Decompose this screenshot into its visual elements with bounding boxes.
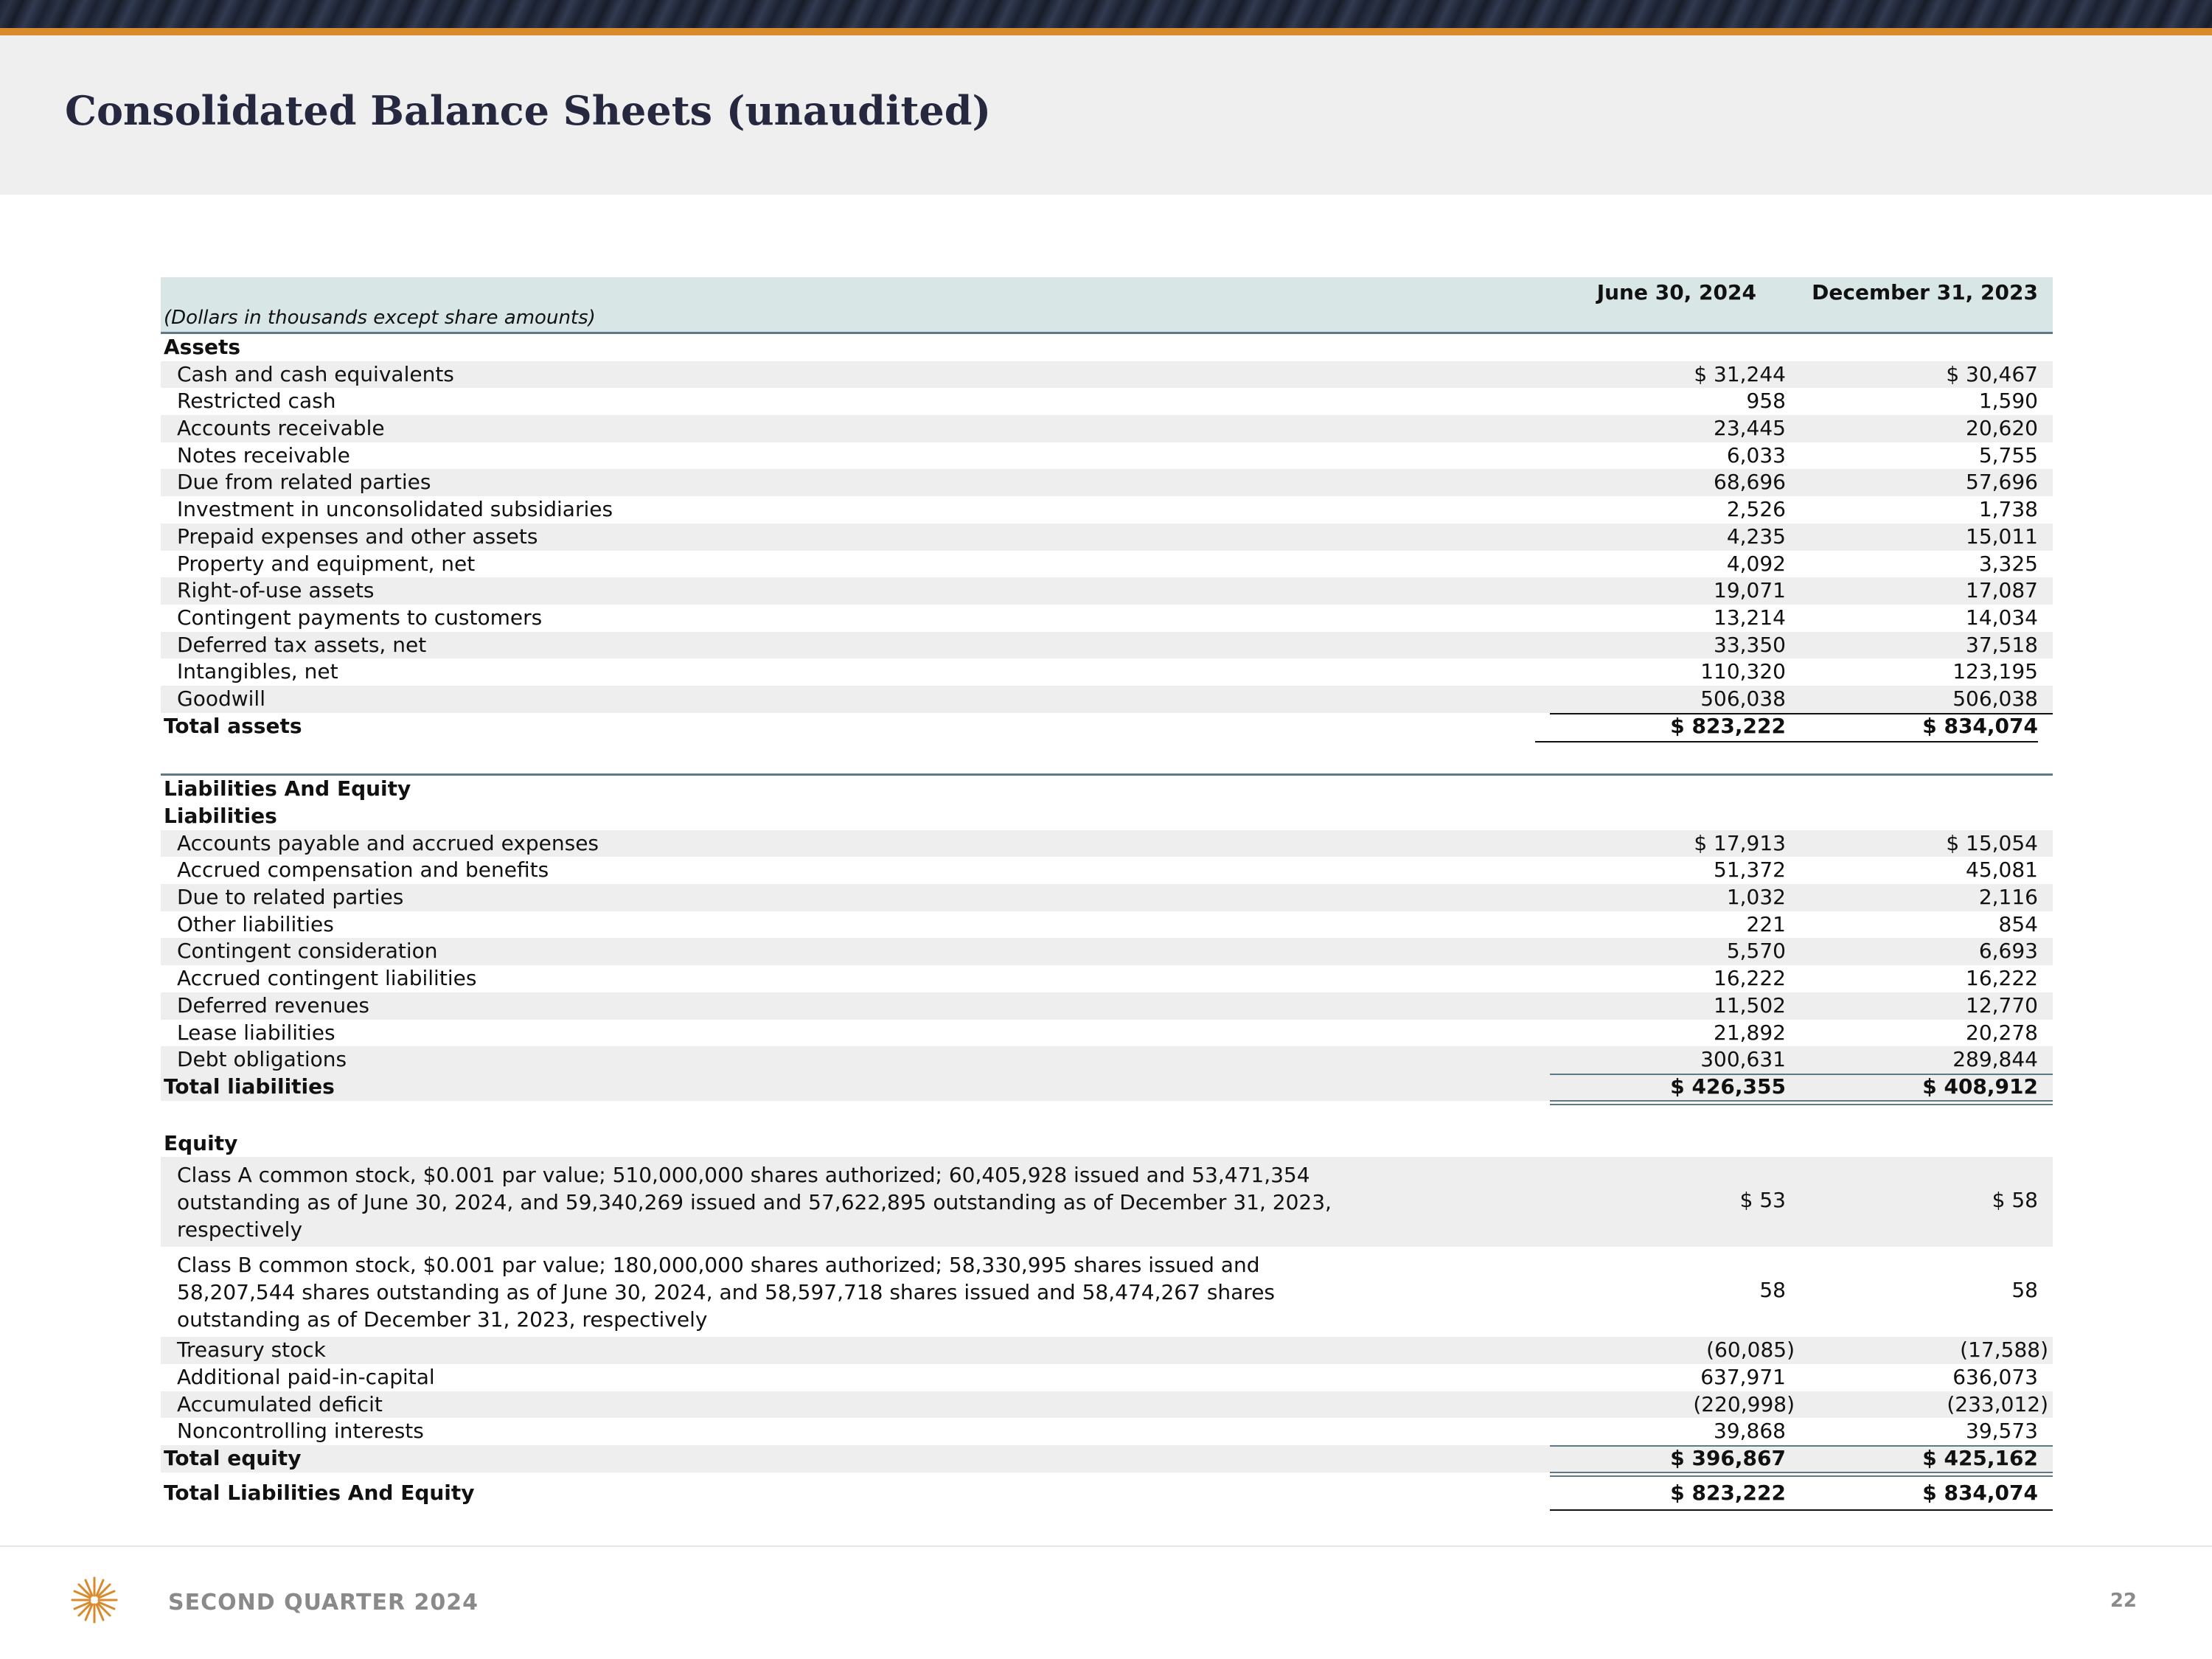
class-a-common-stock-row: Class A common stock, $0.001 par value; 510,000,000 shares authorized; 60,405,928 issued and 53,471,354 outstanding as of June 30, 2024, and 59,340,269 issued and 57,622,895 outstanding as of December 31, 2023, respectively $ 53 $ 58 [161,1157,2053,1247]
liability-row: Accrued compensation and benefits 51,372 45,081 [177,858,2038,883]
total-liabilities-row: Total liabilities $ 426,355 $ 408,912 [161,1074,2053,1101]
equity-row: Accumulated deficit (220,998) (233,012) [161,1391,2053,1419]
balance-sheet-table [161,277,2053,1506]
asset-row: Intangibles, net 110,320 123,195 [177,659,2038,684]
liability-row: Contingent consideration 5,570 6,693 [161,938,2053,965]
liability-row: Other liabilities 221 854 [177,911,2038,936]
asset-row: Contingent payments to customers 13,214 14,034 [177,605,2038,630]
footer-divider [0,1545,2212,1547]
units-note: (Dollars in thousands except share amounts) [164,307,596,329]
column-header-dec-2023: December 31, 2023 [1812,280,2038,305]
total-equity-top-rule [1550,1445,2053,1447]
table-header [161,277,2053,334]
section-heading-liabilities: Liabilities [164,804,277,828]
asset-row: Restricted cash 958 1,590 [177,389,2038,414]
total-assets-row: Total assets $ 823,222 $ 834,074 [161,713,2053,740]
grand-total-underline [1550,1509,2053,1511]
liability-row: Debt obligations 300,631 289,844 [161,1046,2053,1074]
column-header-june-2024: June 30, 2024 [1596,280,1756,305]
asset-row: Prepaid expenses and other assets 4,235 15,011 [161,524,2053,551]
section-heading-equity: Equity [164,1130,238,1155]
asset-row: Property and equipment, net 4,092 3,325 [177,551,2038,576]
equity-row: Noncontrolling interests 39,868 39,573 [177,1419,2038,1444]
total-liabilities-top-rule [1550,1074,2053,1075]
footer-quarter-label: SECOND QUARTER 2024 [168,1590,479,1615]
total-equity-double-rule [1550,1472,2053,1477]
page-number: 22 [2110,1590,2137,1612]
liability-row: Accrued contingent liabilities 16,222 16,222 [177,966,2038,991]
asset-row: Accounts receivable 23,445 20,620 [161,415,2053,442]
total-liabilities-double-rule [1550,1100,2053,1105]
goodwill-underline [1550,713,2053,714]
asset-row: Goodwill 506,038 506,038 [161,686,2053,713]
liability-row: Due to related parties 1,032 2,116 [161,884,2053,911]
asset-row: Due from related parties 68,696 57,696 [161,469,2053,496]
section-heading-assets: Assets [164,335,241,359]
liability-row: Accounts payable and accrued expenses $ 17,913 $ 15,054 [161,830,2053,858]
section-heading-liabilities-equity: Liabilities And Equity [164,776,411,801]
total-equity-row: Total equity $ 396,867 $ 425,162 [161,1445,2053,1472]
liability-row: Lease liabilities 21,892 20,278 [177,1020,2038,1045]
asset-row: Right-of-use assets 19,071 17,087 [161,577,2053,605]
liability-row: Deferred revenues 11,502 12,770 [161,992,2053,1020]
total-assets-underline [1535,741,2038,742]
asset-row: Cash and cash equivalents $ 31,244 $ 30,467 [161,361,2053,389]
equity-row: Additional paid-in-capital 637,971 636,073 [177,1364,2038,1389]
asset-row: Investment in unconsolidated subsidiaries 2,526 1,738 [177,497,2038,522]
asset-row: Notes receivable 6,033 5,755 [177,442,2038,467]
equity-row: Treasury stock (60,085) (17,588) [161,1337,2053,1364]
asset-row: Deferred tax assets, net 33,350 37,518 [161,632,2053,659]
orange-accent-stripe [0,28,2212,35]
page-title: Consolidated Balance Sheets (unaudited) [65,87,992,134]
decorative-top-band [0,0,2212,28]
class-b-common-stock-row: Class B common stock, $0.001 par value; 180,000,000 shares authorized; 58,330,995 shares issued and 58,207,544 shares outstanding as of June 30, 2024, and 58,597,718 shares issued and 58,474,267 shares outstanding as of December 31, 2023, respectively 58 58 [177,1253,2038,1332]
company-logo-icon [68,1573,121,1627]
total-liabilities-and-equity-row: Total Liabilities And Equity $ 823,222 $ 834,074 [161,1480,2053,1507]
